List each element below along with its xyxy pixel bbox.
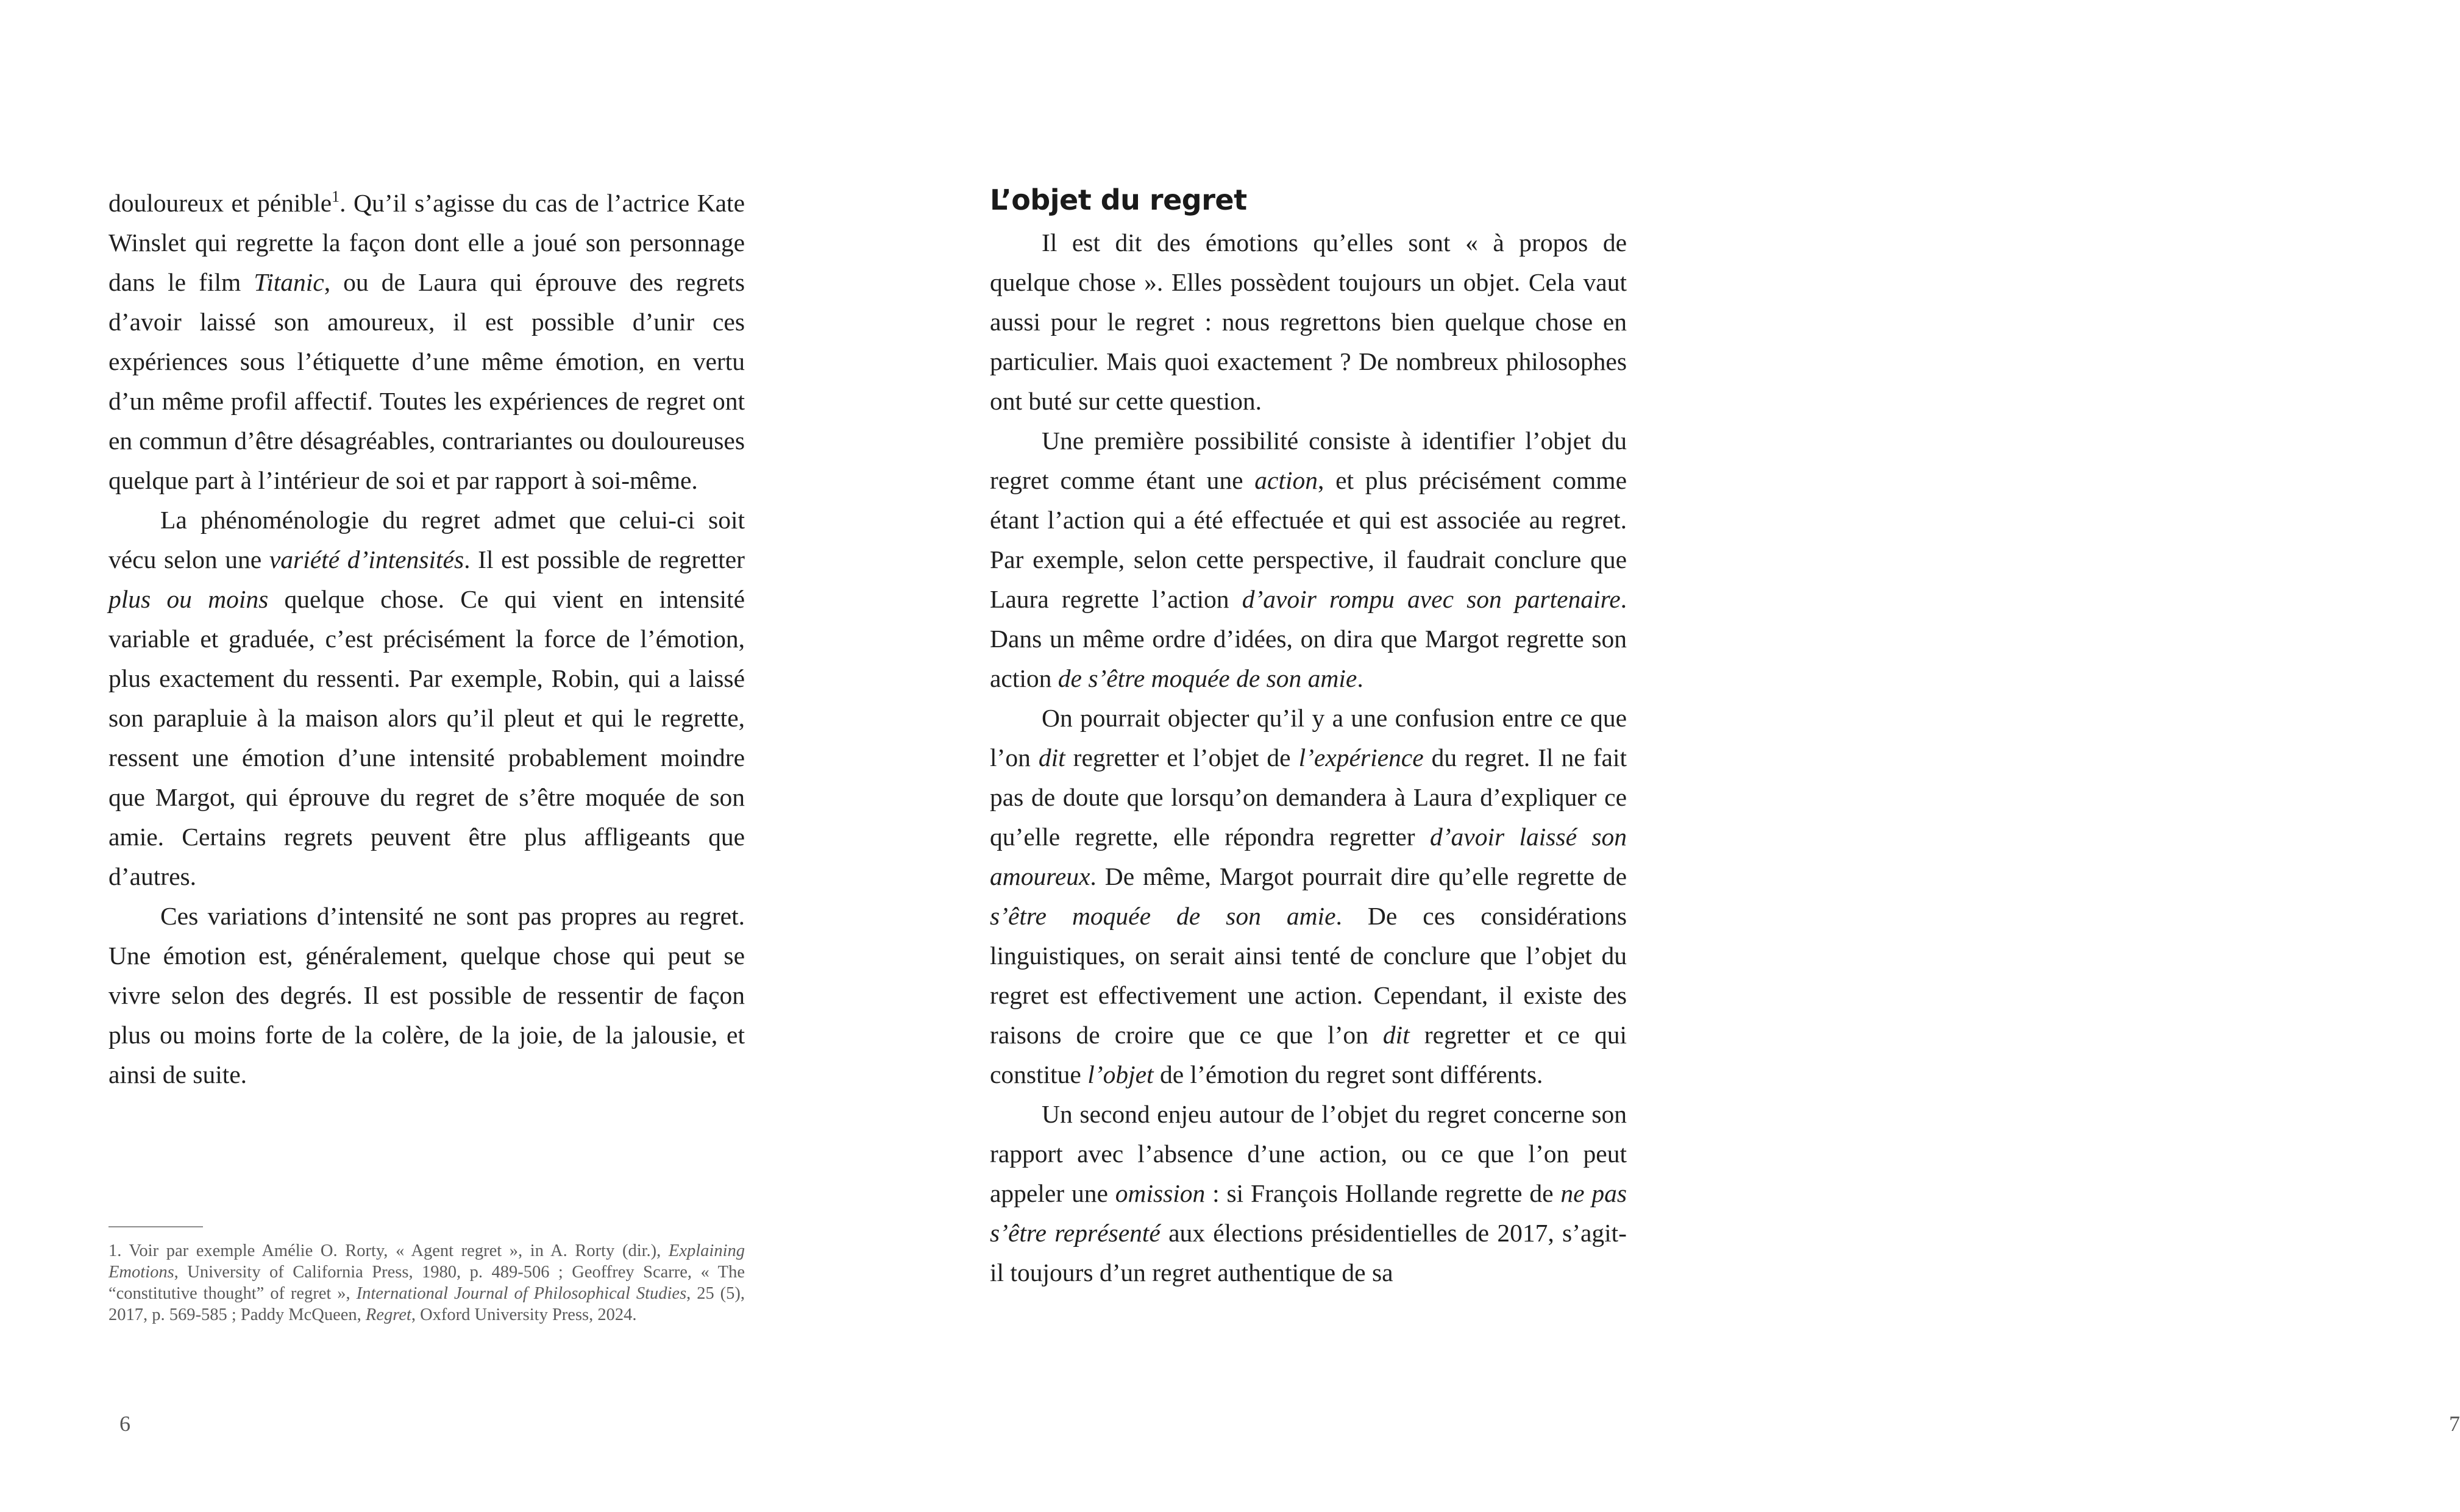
italic-text: variété d’intensités	[269, 545, 464, 573]
italic-text: ne pas s’être représenté	[990, 1179, 1627, 1247]
italic-text: Titanic	[254, 268, 324, 296]
text-run: . De même, Margot pourrait dire qu’elle regrette de	[1090, 862, 1627, 890]
italic-text: omission	[1115, 1179, 1206, 1207]
text-run: Il est dit des émotions qu’elles sont « à propos de quelque chose ». Elles possèdent toujours un objet. Cela vaut aussi pour le regret : nous regrettons bien quelque chose en particulier. Mais quoi exactement ? De nombreux philosophes ont buté sur cette question.	[990, 229, 1627, 415]
italic-text: International Journal of Philosophical Studies	[356, 1284, 687, 1303]
italic-text: plus ou moins	[108, 585, 269, 613]
text-run: du regret. Il ne fait pas de doute que lorsqu’on demandera à Laura d’expliquer ce qu’elle regrette, elle répondra regretter	[990, 744, 1627, 851]
text-run: . Il est possible de regretter	[464, 545, 745, 573]
paragraph	[990, 698, 1627, 1095]
text-run: , University of California Press, 1980, p. 489-506 ; Geoffrey Scarre, « The “constitutive thought” of regret »,	[108, 1263, 745, 1303]
text-run: , Oxford University Press, 2024.	[411, 1305, 637, 1324]
italic-text: de s’être moquée de son amie	[1058, 664, 1357, 692]
text-run: . Dans un même ordre d’idées, on dira que Margot regrette son action	[990, 585, 1627, 692]
text-run: La phénoménologie du regret admet que celui-ci soit vécu selon une	[108, 506, 745, 573]
text-run: , et plus précisément comme étant l’action qui a été effectuée et qui est associée au regret. Par exemple, selon cette perspective, il faudrait conclure que Laura regrette l’action	[990, 466, 1627, 613]
paragraph	[990, 1095, 1627, 1293]
section-title: L’objet du regret	[990, 183, 1247, 216]
italic-text: action	[1254, 466, 1318, 494]
footnote-separator	[108, 1226, 203, 1227]
page-number-right: 7	[2449, 1411, 2460, 1436]
text-run: Une première possibilité consiste à identifier l’objet du regret comme étant une	[990, 427, 1627, 494]
paragraph	[990, 421, 1627, 698]
footnote-reference: 1	[332, 188, 340, 205]
text-run: , ou de Laura qui éprouve des regrets d’avoir laissé son amoureux, il est possible d’unir ces expériences sous l’étiquette d’une même émotion, en vertu d’un même profil affectif. Toutes les expériences de regret ont en commun d’être désagréables, contrariantes ou douloureuses quelque part à l’intérieur de soi et par rapport à soi-même.	[108, 268, 745, 494]
italic-text: l’objet	[1087, 1060, 1154, 1088]
text-run: . De ces considérations linguistiques, on serait ainsi tenté de conclure que l’objet du regret est effectivement une action. Cependant, il existe des raisons de croire que ce que l’on	[990, 902, 1627, 1049]
text-run: .	[1357, 664, 1363, 692]
text-run: Un second enjeu autour de l’objet du regret concerne son rapport avec l’absence d’une action, ou ce que l’on peut appeler une	[990, 1100, 1627, 1207]
paragraph	[990, 223, 1627, 421]
italic-text: dit	[1382, 1021, 1410, 1049]
italic-text: l’expérience	[1298, 744, 1424, 772]
text-run: de l’émotion du regret sont différents.	[1153, 1060, 1543, 1088]
footnote	[108, 1240, 745, 1326]
text-run: 1. Voir par exemple Amélie O. Rorty, « Agent regret », in A. Rorty (dir.),	[108, 1241, 669, 1260]
italic-text: d’avoir rompu avec son partenaire	[1242, 585, 1621, 613]
text-run: quelque chose. Ce qui vient en intensité variable et graduée, c’est précisément la force de l’émotion, plus exactement du ressenti. Par exemple, Robin, qui a laissé son parapluie à la maison alors qu’il pleut et qui le regrette, ressent une émotion d’une intensité probablement moindre que Margot, qui éprouve du regret de s’être moquée de son amie. Certains regrets peuvent être plus affligeants que d’autres.	[108, 585, 745, 890]
text-run: aux élections présidentielles de 2017, s’agit-il toujours d’un regret authentique de sa	[990, 1219, 1627, 1287]
text-run: regretter et l’objet de	[1065, 744, 1299, 772]
paragraph	[108, 500, 745, 896]
paragraph	[108, 183, 745, 500]
right-page	[864, 0, 2460, 1512]
italic-text: dit	[1038, 744, 1065, 772]
text-run: . Qu’il s’agisse du cas de l’actrice Kate Winslet qui regrette la façon dont elle a joué son personnage dans le film	[108, 189, 745, 296]
text-run: : si François Hollande regrette de	[1205, 1179, 1561, 1207]
italic-text: Explaining Emotions	[108, 1241, 745, 1282]
paragraph	[108, 896, 745, 1095]
text-run: douloureux et pénible	[108, 189, 332, 217]
text-run: regretter et ce qui constitue	[990, 1021, 1627, 1088]
italic-text: d’avoir laissé son amoureux	[990, 823, 1627, 890]
italic-text: s’être moquée de son amie	[990, 902, 1336, 930]
left-page	[0, 0, 864, 1512]
page-number-left: 6	[119, 1411, 130, 1436]
left-page-body	[108, 183, 745, 1095]
text-run: On pourrait objecter qu’il y a une confusion entre ce que l’on	[990, 704, 1627, 772]
italic-text: Regret	[365, 1305, 411, 1324]
text-run: , 25 (5), 2017, p. 569-585 ; Paddy McQueen,	[108, 1284, 745, 1324]
right-page-body	[990, 223, 1627, 1293]
text-run: Ces variations d’intensité ne sont pas propres au regret. Une émotion est, généralement, quelque chose qui peut se vivre selon des degrés. Il est possible de ressentir de façon plus ou moins forte de la colère, de la joie, de la jalousie, et ainsi de suite.	[108, 902, 745, 1088]
